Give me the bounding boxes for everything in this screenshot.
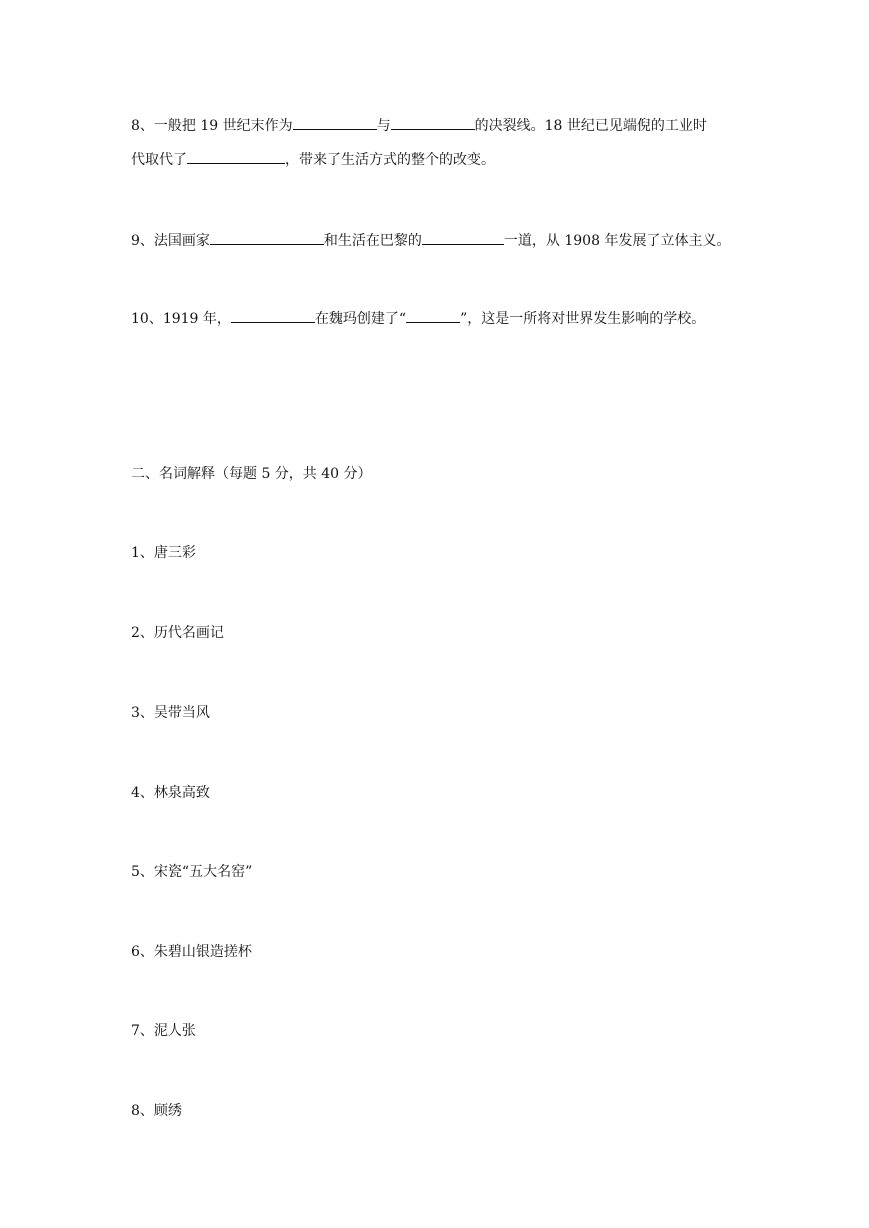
question-9-text-c: 一道，从 1908 年发展了立体主义。: [503, 233, 731, 249]
term-item-2: 2、历代名画记: [131, 625, 224, 641]
term-item-7: 7、泥人张: [131, 1023, 196, 1039]
question-10-text-a: 10、1919 年，: [131, 311, 231, 327]
question-8-text-c: 的决裂线。18 世纪已见端倪的工业时: [474, 118, 707, 134]
term-item-3: 3、吴带当风: [131, 705, 210, 721]
question-8-text-b: 与: [376, 118, 391, 134]
question-9-text-b: 和生活在巴黎的: [323, 233, 422, 249]
question-8-line-2: [131, 147, 495, 167]
question-9-text-a: 9、法国画家: [131, 233, 210, 249]
question-8-line-1: [131, 113, 707, 133]
question-8-text-e: ，带来了生活方式的整个的改变。: [285, 152, 495, 168]
term-item-1: 1、唐三彩: [131, 545, 196, 561]
term-item-5: 5、宋瓷“五大名窑”: [131, 864, 253, 880]
answer-blank: [210, 228, 324, 245]
answer-blank: [422, 228, 504, 245]
question-9: [131, 228, 730, 248]
term-item-6: 6、朱碧山银造搓杯: [131, 944, 252, 960]
question-8-text-d: 代取代了: [131, 152, 187, 168]
term-item-4: 4、林泉高致: [131, 785, 210, 801]
section-2-heading: 二、名词解释（每题 5 分，共 40 分）: [131, 466, 372, 482]
question-10-text-c: ”，这是一所将对世界发生影响的学校。: [460, 311, 706, 327]
question-10-text-b: 在魏玛创建了“: [314, 311, 407, 327]
answer-blank: [391, 113, 475, 130]
term-item-8: 8、顾绣: [131, 1103, 182, 1119]
answer-blank: [293, 113, 377, 130]
answer-blank: [406, 306, 460, 323]
question-10: [131, 306, 705, 326]
answer-blank: [187, 147, 285, 164]
answer-blank: [231, 306, 315, 323]
question-8-text-a: 8、一般把 19 世纪末作为: [131, 118, 293, 134]
